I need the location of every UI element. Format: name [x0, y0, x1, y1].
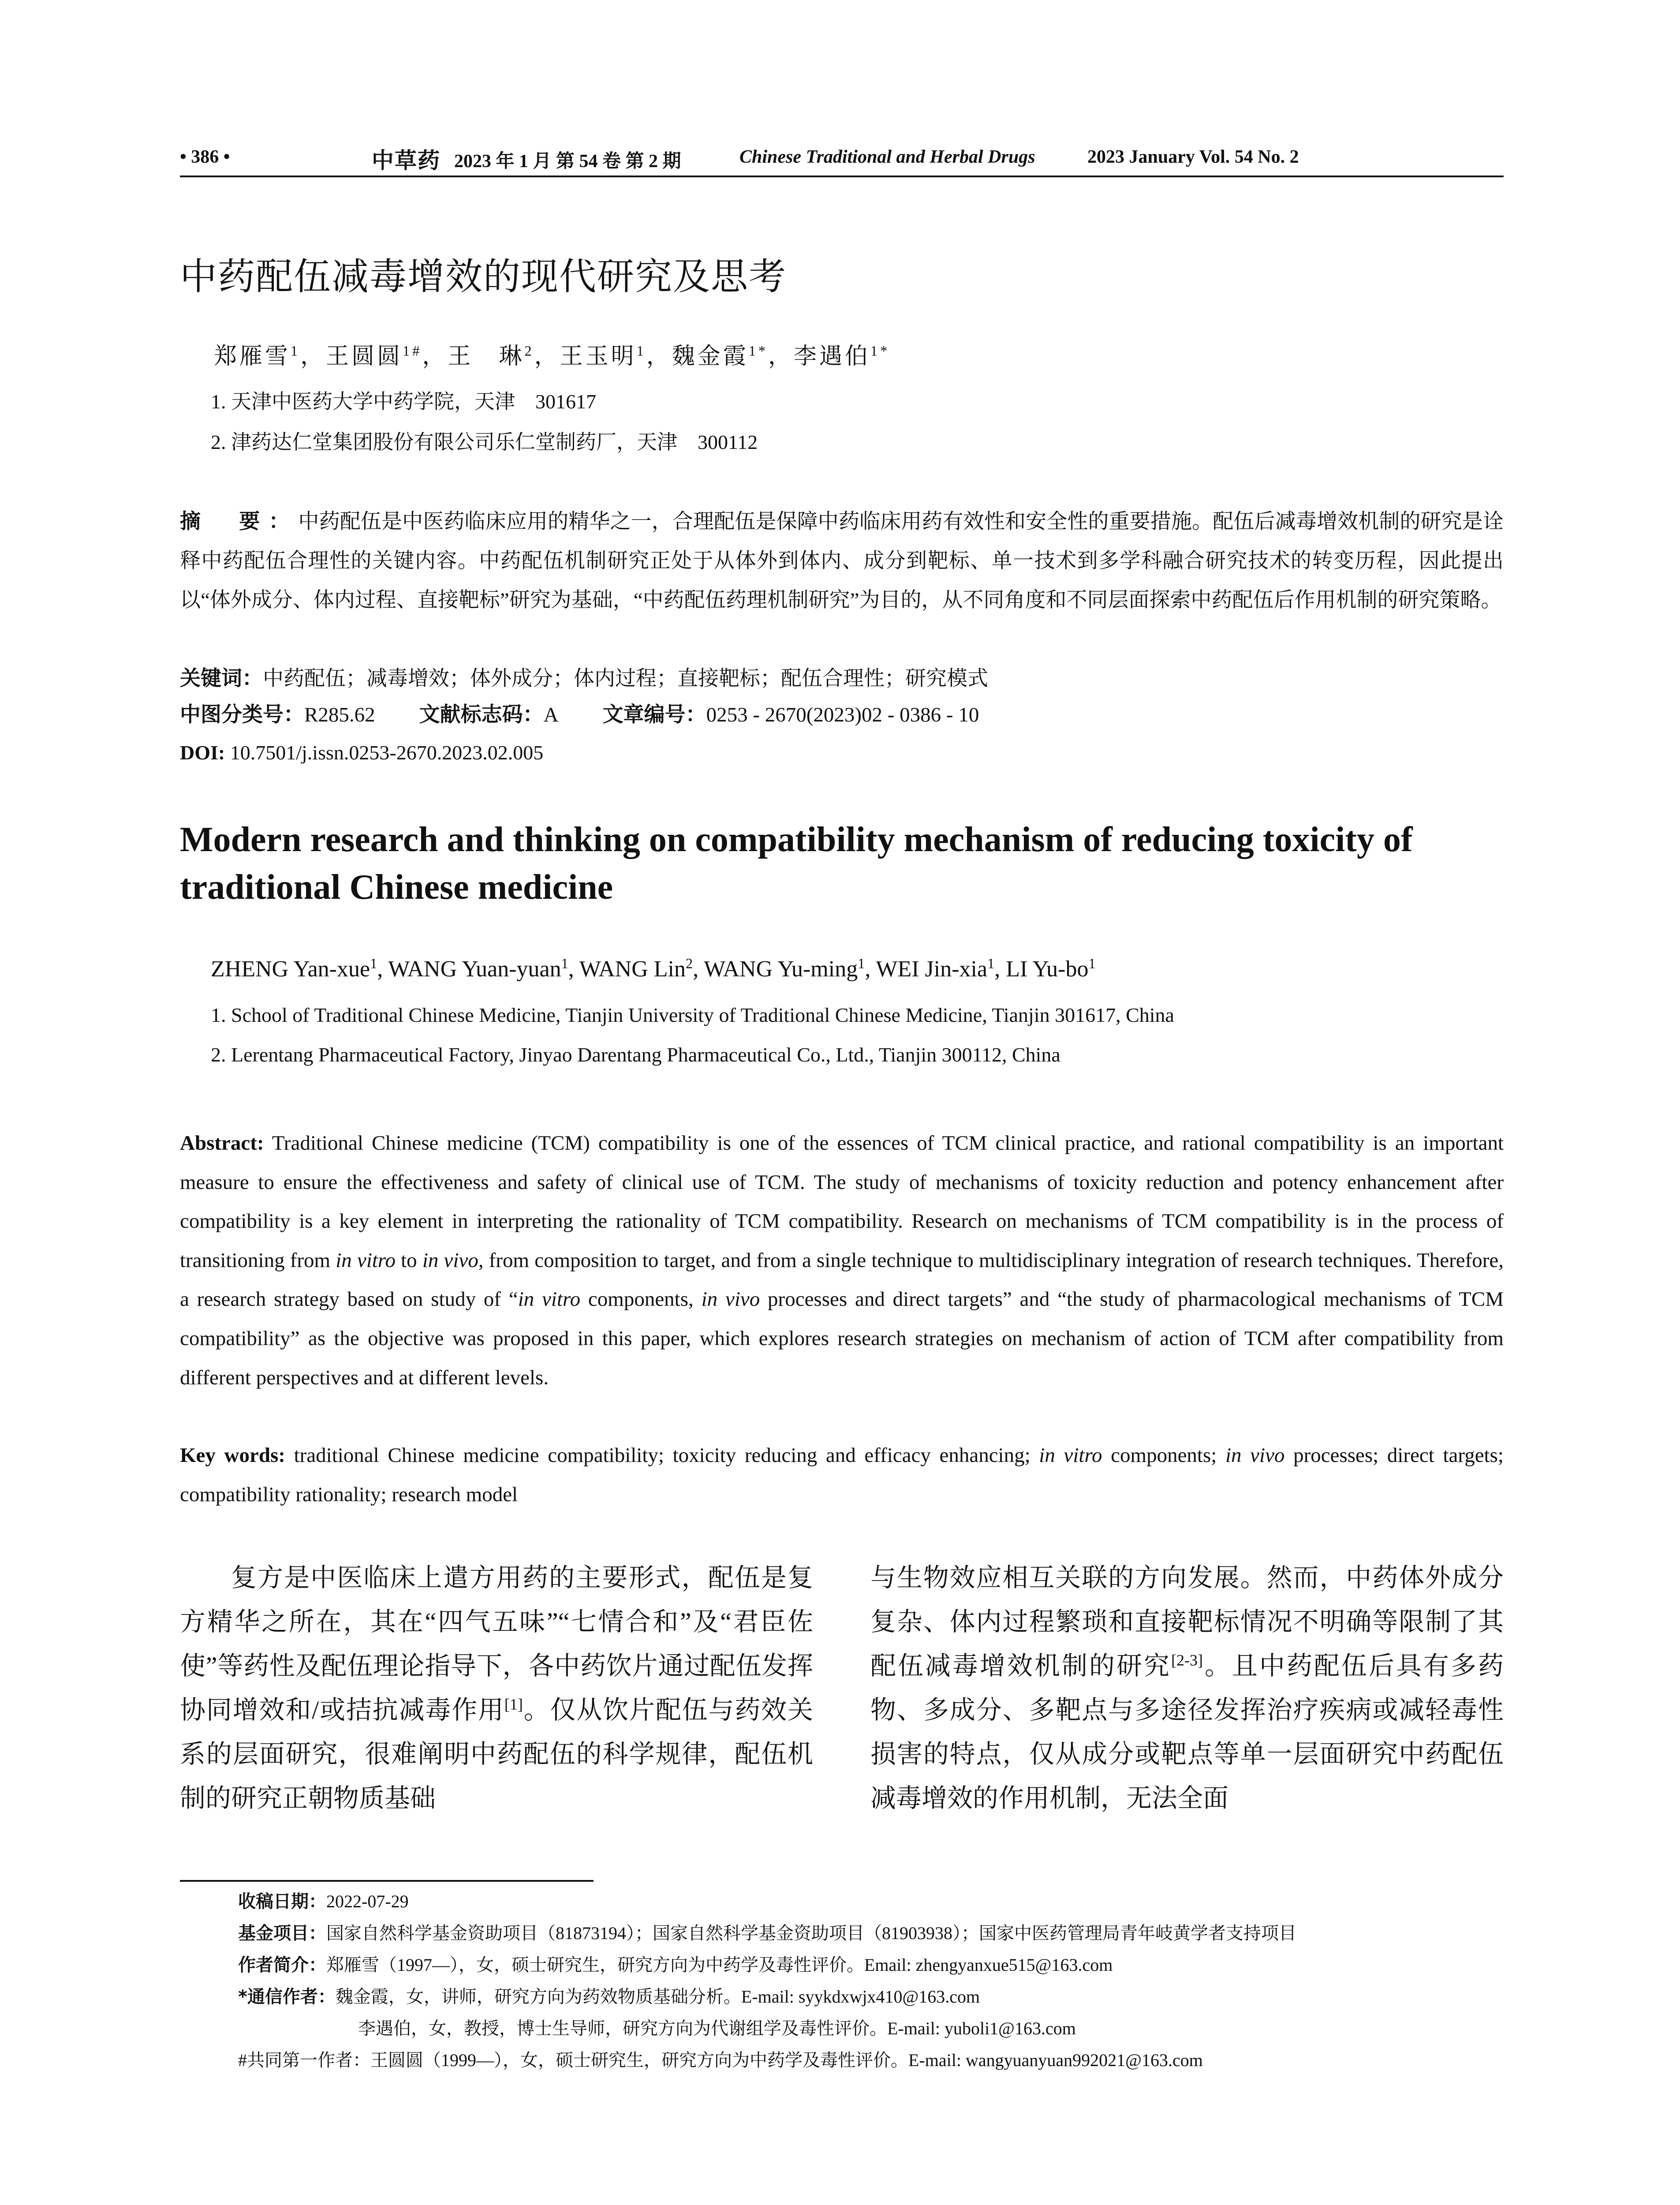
- corresponding-label: *通信作者：: [238, 1987, 336, 2007]
- author-name: WANG Yu-ming: [704, 957, 858, 982]
- funding-label: 基金项目：: [238, 1923, 326, 1943]
- co-first-value: 王圆圆（1999—），女，硕士研究生，研究方向为中药学及毒性评价。E-mail: wangyuanyuan992021@163.com: [370, 2050, 1203, 2070]
- body-column-right: [870, 1556, 1504, 1820]
- author-name: WANG Lin: [579, 957, 686, 982]
- text-run: in vitro: [1039, 1444, 1102, 1467]
- text-run: processes and direct targets” and “the study of pharmacological mechanisms of TCM compatibility” as the objective was proposed in this paper, which explores research strategies on mechanism of action of TCM after compatibility from different perspectives and at different levels.: [180, 1288, 1504, 1389]
- author-affiliation-mark: 1: [291, 343, 301, 359]
- keywords-en: [180, 1436, 1504, 1514]
- abstract-cn: [180, 502, 1504, 620]
- text-run: , from composition to target, and from a single technique to multidisciplinary integration of research techniques. Therefore, a research strategy based on study of “: [180, 1248, 1504, 1311]
- issue-info-en: 2023 January Vol. 54 No. 2: [1087, 147, 1299, 167]
- text-run: in vivo: [1225, 1444, 1285, 1467]
- article-number-value: 0253 - 2670(2023)02 - 0386 - 10: [706, 703, 979, 726]
- text-run: traditional Chinese medicine compatibility; toxicity reducing and efficacy enhancing;: [285, 1444, 1039, 1467]
- text-run: components;: [1102, 1444, 1225, 1467]
- affiliation-en-2: 2. Lerentang Pharmaceutical Factory, Jinyao Darentang Pharmaceutical Co., Ltd., Tianjin 300112, China: [211, 1043, 1060, 1066]
- author-name: LI Yu-bo: [1006, 957, 1089, 982]
- author-name: ZHENG Yan-xue: [211, 957, 370, 982]
- title-cn: 中药配伍减毒增效的现代研究及思考: [180, 255, 787, 298]
- author-name: 王圆圆: [326, 344, 403, 369]
- abstract-en-label: Abstract:: [180, 1132, 264, 1155]
- citation-ref: [2-3]: [1171, 1651, 1203, 1669]
- author-affiliation-mark: 1: [987, 955, 995, 972]
- text-run: in vivo: [701, 1288, 760, 1311]
- doi-label: DOI:: [180, 741, 225, 764]
- authors-en: ZHENG Yan-xue$^1$, WANG Yuan-yuan$^1$, WANG Lin$^2$, WANG Yu-ming$^1$, WEI Jin-xia$^1$, LI $Yu-bo^1$: [211, 955, 1096, 982]
- author-affiliation-mark: 2: [524, 343, 534, 359]
- text-run: in vitro: [336, 1248, 396, 1272]
- classification-cn: [180, 698, 979, 728]
- body-column-left: [180, 1556, 813, 1820]
- running-header: [180, 140, 1504, 176]
- author-affiliation-mark: 1#: [403, 343, 422, 359]
- author-affiliation-mark: 2: [685, 955, 693, 972]
- keywords-en-label: Key words:: [180, 1444, 285, 1467]
- doi: [180, 741, 543, 764]
- text-run: 复方是中医临床上遣方用药的主要形式，配伍是复方精华之所在，其在“四气五味”“七情合和”及“君臣佐使”等药性及配伍理论指导下，各中药饮片通过配伍发挥协同增效和/或拮抗减毒作用: [180, 1563, 813, 1724]
- keywords-cn-text: 中药配伍；减毒增效；体外成分；体内过程；直接靶标；配伍合理性；研究模式: [263, 667, 988, 690]
- abstract-cn-label: 摘 要：: [180, 509, 299, 534]
- affiliation-en-1: 1. School of Traditional Chinese Medicine, Tianjin University of Traditional Chinese Medicine, Tianjin 301617, China: [211, 1004, 1174, 1026]
- author-name: 郑雁雪: [214, 344, 291, 369]
- footnote-corresponding-1: [238, 1983, 980, 2008]
- author-name: WANG Yuan-yuan: [388, 957, 561, 982]
- footnote-author-bio: [238, 1951, 1113, 1976]
- text-run: 与生物效应相互关联的方向发展。然而，中药体外成分复杂、体内过程繁琐和直接靶标情况不明确等限制了其配伍减毒增效机制的研究: [870, 1563, 1504, 1680]
- author-affiliation-mark: 1: [370, 955, 377, 972]
- header-divider: [180, 176, 1504, 177]
- author-name: 魏金霞: [672, 344, 749, 369]
- footnote-co-first-author: [238, 2046, 1203, 2071]
- keywords-cn: [180, 659, 1504, 699]
- co-first-label: #共同第一作者：: [238, 2050, 370, 2070]
- author-name: 王 琳: [448, 344, 525, 369]
- article-number-label: 文章编号：: [602, 703, 706, 727]
- author-affiliation-mark: 1: [636, 343, 646, 359]
- citation-ref: [1]: [504, 1695, 523, 1713]
- author-affiliation-mark: 1: [858, 955, 865, 972]
- abstract-en-text: [180, 1132, 1504, 1389]
- text-run: processes; direct targets; compatibility rationality; research model: [180, 1444, 1504, 1506]
- footnote-divider: [180, 1880, 594, 1882]
- received-value: 2022-07-29: [326, 1891, 409, 1911]
- text-run: 。且中药配伍后具有多药物、多成分、多靶点与多途径发挥治疗疾病或减轻毒性损害的特点，仅从成分或靶点等单一层面研究中药配伍减毒增效的作用机制，无法全面: [870, 1652, 1504, 1813]
- author-name: WEI Jin-xia: [876, 957, 988, 982]
- authors-cn: 郑雁雪$^1$，王圆圆$^{1\#}$，王 琳$^2$，王玉明$^1$，魏金霞$^{1*}$，李遇伯$^{1*}$: [214, 343, 890, 369]
- abstract-en: [180, 1124, 1504, 1397]
- author-affiliation-mark: 1*: [748, 343, 768, 359]
- author-name: 王玉明: [560, 344, 637, 369]
- keywords-cn-label: 关键词：: [180, 666, 263, 691]
- text-run: in vivo: [422, 1248, 478, 1272]
- footnote-corresponding-2: 李遇伯，女，教授，博士生导师，研究方向为代谢组学及毒性评价。E-mail: yuboli1@163.com: [358, 2018, 1076, 2038]
- author-bio-label: 作者简介：: [238, 1955, 326, 1975]
- footnote-funding: [238, 1919, 1296, 1944]
- affiliation-cn-1: 1. 天津中医药大学中药学院，天津 301617: [211, 390, 596, 413]
- issue-info-cn: 2023 年 1 月 第 54 卷 第 2 期: [454, 151, 681, 172]
- author-affiliation-mark: 1: [561, 955, 568, 972]
- received-label: 收稿日期：: [238, 1891, 326, 1912]
- abstract-cn-text: 中药配伍是中医药临床应用的精华之一，合理配伍是保障中药临床用药有效性和安全性的重要措施。配伍后减毒增效机制的研究是诠释中药配伍合理性的关键内容。中药配伍机制研究正处于从体外到体内、成分到靶标、单一技术到多学科融合研究技术的转变历程，因此提出以“体外成分、体内过程、直接靶标”研究为基础，“中药配伍药理机制研究”为目的，从不同角度和不同层面探索中药配伍后作用机制的研究策略。: [180, 510, 1504, 612]
- author-bio-value: 郑雁雪（1997—），女，硕士研究生，研究方向为中药学及毒性评价。Email: zhengyanxue515@163.com: [326, 1955, 1113, 1975]
- title-en: Modern research and thinking on compatibility mechanism of reducing toxicity of traditional Chinese medicine: [180, 820, 1413, 907]
- text-run: to: [395, 1248, 422, 1272]
- text-run: 。仅从饮片配伍与药效关系的层面研究，很难阐明中药配伍的科学规律，配伍机制的研究正朝物质基础: [180, 1696, 813, 1813]
- author-name: 李遇伯: [794, 344, 871, 369]
- author-affiliation-mark: 1: [1088, 955, 1096, 972]
- journal-name-cn: 中草药: [372, 148, 441, 173]
- doc-code-label: 文献标志码：: [419, 703, 544, 727]
- doc-code-value: A: [543, 703, 559, 726]
- text-run: Traditional Chinese medicine (TCM) compatibility is one of the essences of TCM clinical practice, and rational compatibility is an important measure to ensure the effectiveness and safety of clinical use of TCM. The study of mechanisms of toxicity reduction and potency enhancement after compatibility is a key element in interpreting the rationality of TCM compatibility. Research on mechanisms of TCM compatibility is in the process of transitioning from: [180, 1132, 1504, 1272]
- doi-value: 10.7501/j.issn.0253-2670.2023.02.005: [230, 741, 544, 764]
- text-run: in vitro: [518, 1288, 581, 1311]
- author-affiliation-mark: 1*: [870, 343, 890, 359]
- funding-value: 国家自然科学基金资助项目（81873194）；国家自然科学基金资助项目（81903938）；国家中医药管理局青年岐黄学者支持项目: [326, 1923, 1296, 1943]
- affiliation-cn-2: 2. 津药达仁堂集团股份有限公司乐仁堂制药厂，天津 300112: [211, 431, 758, 453]
- text-run: components,: [580, 1288, 702, 1311]
- journal-name-en: Chinese Traditional and Herbal Drugs: [739, 147, 1035, 167]
- corresponding-value-1: 魏金霞，女，讲师，研究方向为药效物质基础分析。E-mail: syykdxwjx410@163.com: [335, 1987, 980, 2007]
- clc-value: R285.62: [304, 703, 375, 726]
- footnote-received: [238, 1887, 409, 1913]
- keywords-en-text: [180, 1444, 1504, 1506]
- clc-label: 中图分类号：: [180, 703, 304, 727]
- page-number: • 386 •: [180, 147, 230, 167]
